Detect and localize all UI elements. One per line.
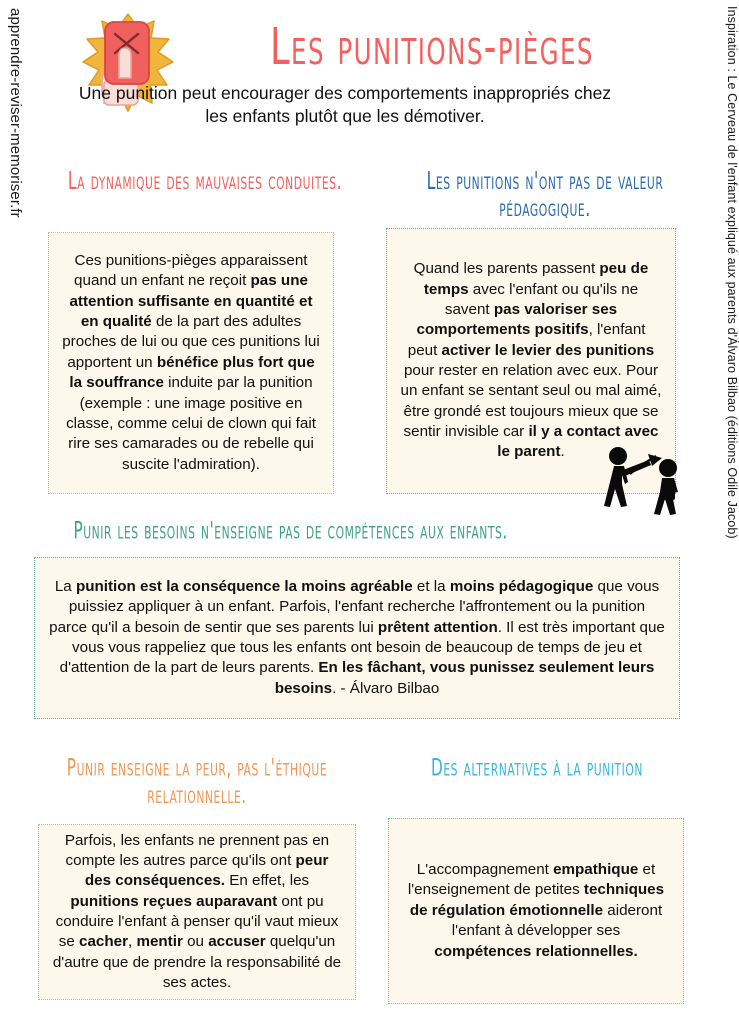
section-heading-alternatives: Des alternatives à la punition <box>430 754 644 782</box>
content-text-dynamique: Ces punitions-pièges apparaissent quand un enfant ne reçoit pas une attention suffisante en quantité et en qualité de la part des adultes proches de lui ou que ces punitions lui apportent un bénéfice plus fort que la souffrance induite par la punition (exemple : une image positive en classe, comme celui de clown qui fait rire ses camarades ou de rebelle qui suscite l'admiration). <box>62 252 320 473</box>
content-text-besoins: La punition est la conséquence la moins agréable et la moins pédagogique que vous puissiez appliquer à un enfant. Parfois, l'enfant recherche l'affrontement ou la punition parce qu'il a besoin de sentir que ses parents lui prêtent attention. Il est très important que vous vous rappeliez que tous les enfants ont besoin de beaucoup de temps de jeu et d'attention de la part de leurs parents. En les fâchant, vous punissez seulement leurs besoins. - Álvaro Bilbao <box>49 577 665 697</box>
section-heading-peur: Punir enseigne la peur, pas l'éthique relationnelle. <box>66 754 328 809</box>
content-text-peur: Parfois, les enfants ne prennent pas en compte les autres parce qu'ils ont peur des conséquences. En effet, les punitions reçues auparavant ont pu conduire l'enfant à penser qu'il vaut mieux se cacher, mentir ou accuser quelqu'un d'autre que de prendre la responsabilité de ses actes. <box>52 831 342 992</box>
content-box-peur <box>38 824 356 1000</box>
section-heading-besoins: Punir les besoins n'enseigne pas de compétences aux enfants. <box>73 517 508 545</box>
content-text-valeur-pedagogique: Quand les parents passent peu de temps avec l'enfant ou qu'ils ne savent pas valoriser ses comportements positifs, l'enfant peut activer le levier des punitions pour rester en relation avec eux. Pour un enfant se sentant seul ou mal aimé, être grondé est toujours mieux que se sentir invisible car il y a contact avec le parent. <box>400 260 662 461</box>
section-heading-dynamique: La dynamique des mauvaises conduites. <box>67 166 343 196</box>
content-box-dynamique <box>48 232 334 494</box>
content-text-alternatives: L'accompagnement empathique et l'enseignement de petites techniques de régulation émotionnelle aideront l'enfant à développer ses compétences relationnelles. <box>407 861 665 960</box>
adult-scolding-child-icon <box>596 444 688 522</box>
page-subtitle: Une punition peut encourager des comportements inappropriés chez les enfants plutôt que les démotiver. <box>78 83 612 127</box>
section-heading-valeur-pedagogique: Les punitions n'ont pas de valeur pédagogique. <box>426 166 664 223</box>
content-box-besoins <box>34 557 680 719</box>
content-box-alternatives <box>388 818 684 1004</box>
site-url-vertical: apprendre-reviser-memoriser.fr <box>7 8 24 218</box>
inspiration-credit-vertical: Inspiration : Le Cerveau de l'enfant expliqué aux parents d'Álvaro Bilbao (éditions Odile Jacob) <box>725 6 739 539</box>
page-title: Les punitions-pièges <box>270 18 594 77</box>
